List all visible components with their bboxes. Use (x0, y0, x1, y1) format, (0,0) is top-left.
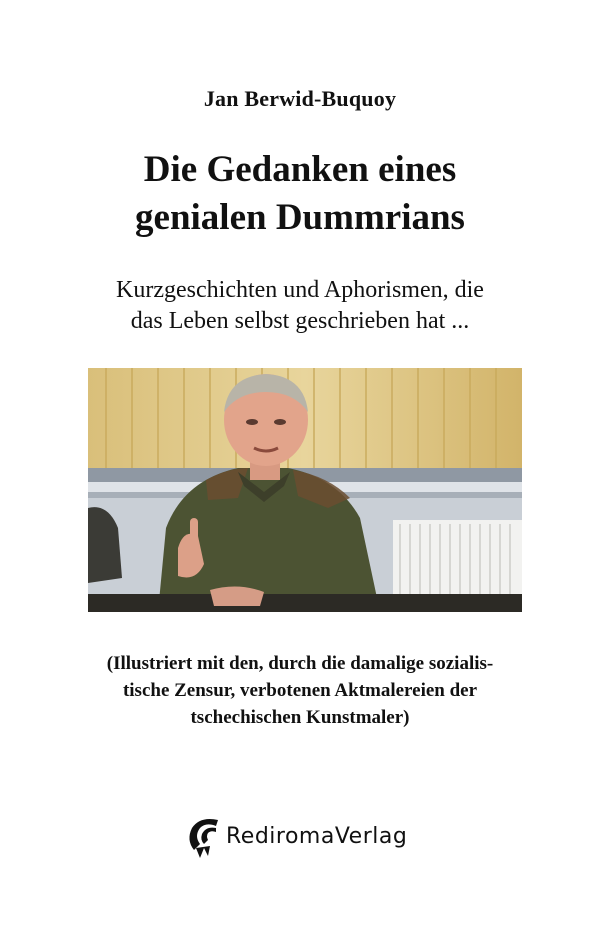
title-line-2: genialen Dummrians (135, 197, 465, 238)
publisher-block (186, 813, 407, 859)
note-line-3: tschechischen Kunstmaler) (190, 707, 410, 728)
note-line-1: (Illustriert mit den, durch die damalige sozialis- (106, 653, 494, 674)
subtitle-line-2: das Leben selbst geschrieben hat ... (130, 308, 470, 334)
subtitle-line-1: Kurzgeschichten und Aphorismen, die (116, 277, 484, 303)
cover-note (40, 650, 560, 731)
publisher-logo-icon (186, 814, 222, 858)
cover-subtitle (0, 275, 600, 337)
cover-photo (88, 368, 522, 612)
cover-author: Jan Berwid-Buquoy (203, 86, 397, 111)
publisher-name: RediromaVerlag (226, 823, 408, 849)
cover-photo-illustration (88, 368, 522, 612)
note-line-2: tische Zensur, verbotenen Aktmalereien der (122, 680, 478, 701)
title-line-1: Die Gedanken eines (143, 149, 457, 190)
cover-title (0, 146, 600, 242)
